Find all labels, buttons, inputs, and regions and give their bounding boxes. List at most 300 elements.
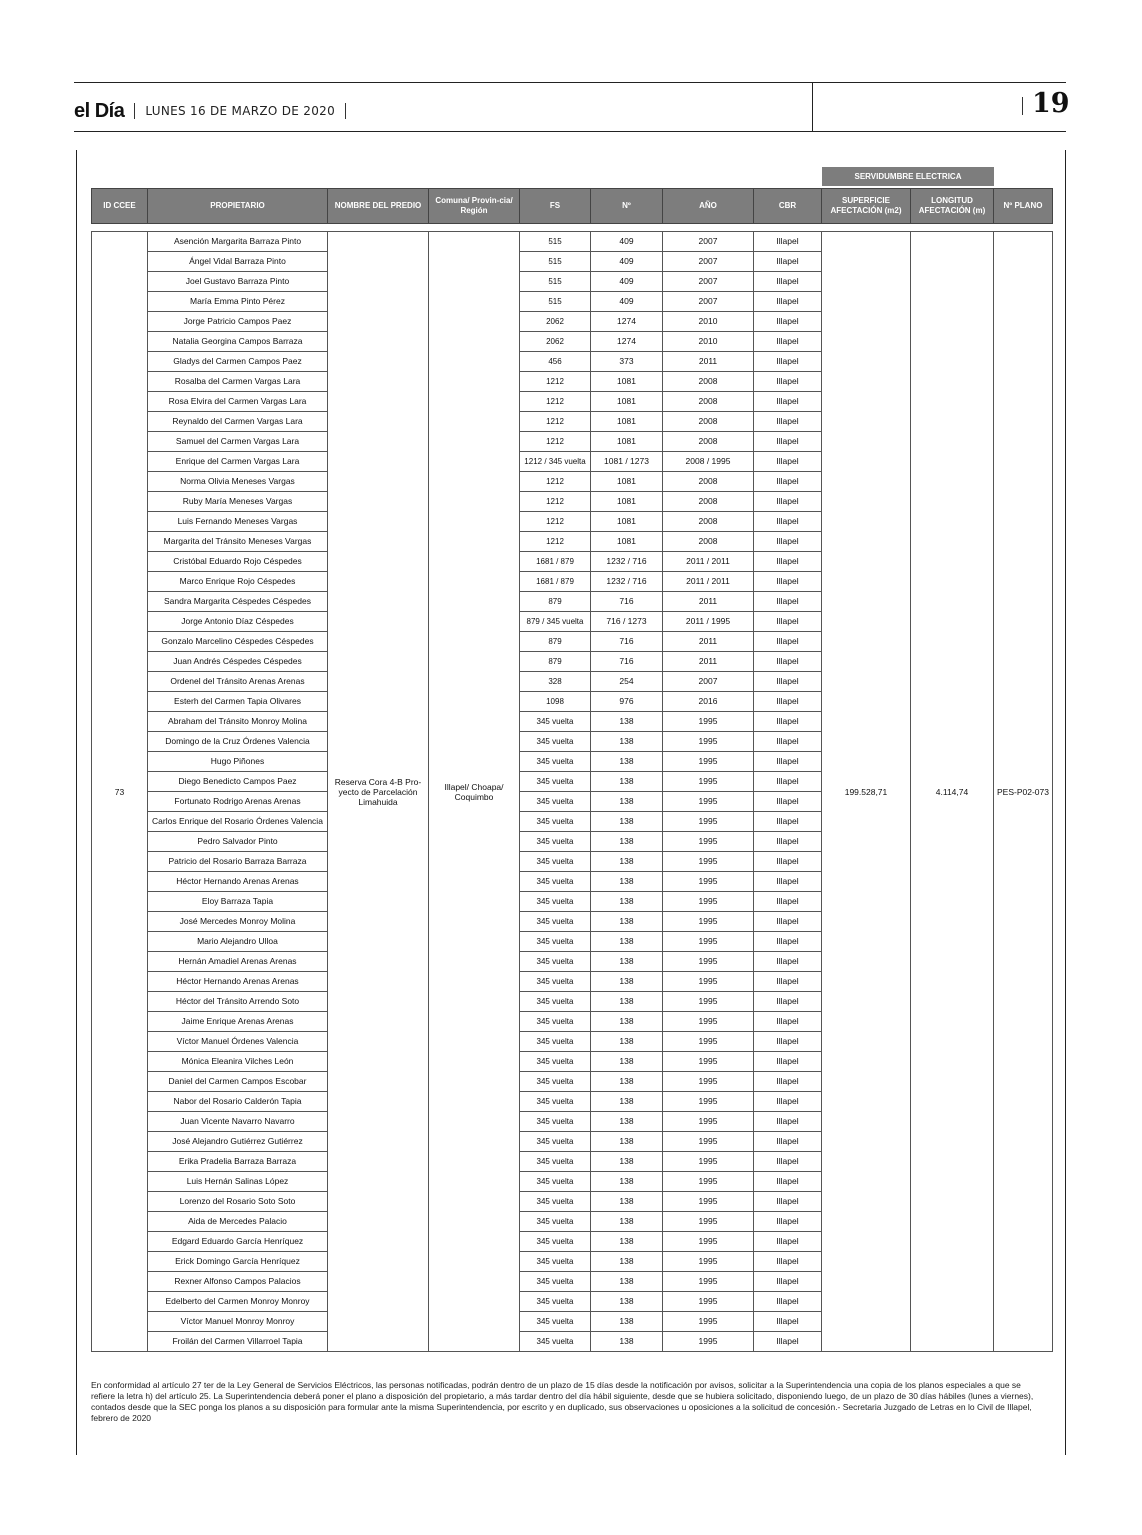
header-divider: [812, 82, 813, 131]
anio-cell: 1995: [663, 792, 754, 812]
propietario-cell: Gladys del Carmen Campos Paez: [148, 352, 328, 372]
fs-cell: 345 vuelta: [520, 1172, 591, 1192]
propietario-cell: Rosa Elvira del Carmen Vargas Lara: [148, 392, 328, 412]
anio-cell: 2007: [663, 232, 754, 252]
comuna-cell: Illapel/ Choapa/ Coquimbo: [429, 232, 520, 1352]
column-header: PROPIETARIO: [148, 189, 328, 224]
anio-cell: 2007: [663, 672, 754, 692]
cbr-cell: Illapel: [754, 452, 822, 472]
fs-cell: 345 vuelta: [520, 812, 591, 832]
fs-cell: 1212: [520, 472, 591, 492]
numero-cell: 138: [591, 832, 663, 852]
propietario-cell: Héctor Hernando Arenas Arenas: [148, 972, 328, 992]
table-row: [92, 232, 1053, 252]
propietario-cell: Erick Domingo García Henríquez: [148, 1252, 328, 1272]
superficie-cell: 199.528,71: [822, 232, 911, 1352]
propietario-cell: José Alejandro Gutiérrez Gutiérrez: [148, 1132, 328, 1152]
anio-cell: 1995: [663, 832, 754, 852]
fs-cell: 345 vuelta: [520, 1092, 591, 1112]
issue-date: LUNES 16 DE MARZO DE 2020: [145, 104, 335, 118]
propietario-cell: Luis Fernando Meneses Vargas: [148, 512, 328, 532]
numero-cell: 138: [591, 892, 663, 912]
numero-cell: 138: [591, 1312, 663, 1332]
cbr-cell: Illapel: [754, 832, 822, 852]
propietario-cell: Víctor Manuel Órdenes Valencia: [148, 1032, 328, 1052]
cbr-cell: Illapel: [754, 672, 822, 692]
owners-table: [91, 231, 1053, 1352]
propietario-cell: Daniel del Carmen Campos Escobar: [148, 1072, 328, 1092]
cbr-cell: Illapel: [754, 632, 822, 652]
fs-cell: 515: [520, 232, 591, 252]
numero-cell: 254: [591, 672, 663, 692]
propietario-cell: Nabor del Rosario Calderón Tapia: [148, 1092, 328, 1112]
propietario-cell: Patricio del Rosario Barraza Barraza: [148, 852, 328, 872]
numero-cell: 138: [591, 792, 663, 812]
cbr-cell: Illapel: [754, 472, 822, 492]
propietario-cell: Joel Gustavo Barraza Pinto: [148, 272, 328, 292]
fs-cell: 345 vuelta: [520, 1192, 591, 1212]
propietario-cell: Mario Alejandro Ulloa: [148, 932, 328, 952]
propietario-cell: Asención Margarita Barraza Pinto: [148, 232, 328, 252]
masthead-separator: [345, 103, 346, 119]
propietario-cell: Juan Andrés Céspedes Céspedes: [148, 652, 328, 672]
anio-cell: 1995: [663, 1252, 754, 1272]
fs-cell: 345 vuelta: [520, 712, 591, 732]
propietario-cell: Fortunato Rodrigo Arenas Arenas: [148, 792, 328, 812]
anio-cell: 1995: [663, 1172, 754, 1192]
fs-cell: 879 / 345 vuelta: [520, 612, 591, 632]
numero-cell: 1274: [591, 332, 663, 352]
anio-cell: 1995: [663, 1012, 754, 1032]
numero-cell: 138: [591, 852, 663, 872]
cbr-cell: Illapel: [754, 412, 822, 432]
fs-cell: 345 vuelta: [520, 1212, 591, 1232]
anio-cell: 1995: [663, 772, 754, 792]
fs-cell: 345 vuelta: [520, 1232, 591, 1252]
propietario-cell: Gonzalo Marcelino Céspedes Céspedes: [148, 632, 328, 652]
numero-cell: 716 / 1273: [591, 612, 663, 632]
cbr-cell: Illapel: [754, 1112, 822, 1132]
plano-cell: PES-P02-073: [994, 232, 1053, 1352]
anio-cell: 1995: [663, 1052, 754, 1072]
cbr-cell: Illapel: [754, 912, 822, 932]
fs-cell: 515: [520, 252, 591, 272]
cbr-cell: Illapel: [754, 432, 822, 452]
notice-frame-left: [76, 150, 77, 1455]
anio-cell: 2007: [663, 272, 754, 292]
numero-cell: 138: [591, 1152, 663, 1172]
fs-cell: 345 vuelta: [520, 1252, 591, 1272]
numero-cell: 138: [591, 1172, 663, 1192]
cbr-cell: Illapel: [754, 1232, 822, 1252]
page-number: 19: [1032, 88, 1070, 119]
propietario-cell: Sandra Margarita Céspedes Céspedes: [148, 592, 328, 612]
cbr-cell: Illapel: [754, 792, 822, 812]
numero-cell: 138: [591, 1092, 663, 1112]
cbr-cell: Illapel: [754, 352, 822, 372]
anio-cell: 1995: [663, 1332, 754, 1352]
numero-cell: 138: [591, 992, 663, 1012]
anio-cell: 1995: [663, 872, 754, 892]
anio-cell: 2016: [663, 692, 754, 712]
fs-cell: 345 vuelta: [520, 932, 591, 952]
anio-cell: 2008: [663, 412, 754, 432]
propietario-cell: Rosalba del Carmen Vargas Lara: [148, 372, 328, 392]
propietario-cell: Juan Vicente Navarro Navarro: [148, 1112, 328, 1132]
cbr-cell: Illapel: [754, 252, 822, 272]
cbr-cell: Illapel: [754, 992, 822, 1012]
cbr-cell: Illapel: [754, 532, 822, 552]
cbr-cell: Illapel: [754, 932, 822, 952]
fs-cell: 345 vuelta: [520, 1112, 591, 1132]
fs-cell: 456: [520, 352, 591, 372]
propietario-cell: Aida de Mercedes Palacio: [148, 1212, 328, 1232]
fs-cell: 345 vuelta: [520, 732, 591, 752]
propietario-cell: Hugo Piñones: [148, 752, 328, 772]
numero-cell: 1081: [591, 512, 663, 532]
propietario-cell: Pedro Salvador Pinto: [148, 832, 328, 852]
anio-cell: 1995: [663, 952, 754, 972]
anio-cell: 2008: [663, 512, 754, 532]
fs-cell: 345 vuelta: [520, 972, 591, 992]
cbr-cell: Illapel: [754, 612, 822, 632]
numero-cell: 138: [591, 1232, 663, 1252]
cbr-cell: Illapel: [754, 1072, 822, 1092]
cbr-cell: Illapel: [754, 1292, 822, 1312]
legal-notice-text: En conformidad al artículo 27 ter de la Ley General de Servicios Eléctricos, las personas notificadas, podrán dentro de un plazo de 15 días desde la notificación por avisos, solicitar a la Superintendencia una copia de los planos especiales a que se refiere la letra h) del artículo 25. La Superintendencia deberá poner el plano a disposición del propietario, a más tardar dentro del día hábil siguiente, desde que se hubiera solicitado, disponiendo luego, de un plazo de 30 días hábiles (lunes a viernes), contados desde que la SEC ponga los planos a su disposición para formular ante la misma Superintendencia, por escrito y en duplicado, sus observaciones u oposiciones a la solicitud de concesión.- Secretaria Juzgado de Letras en lo Civil de Illapel, febrero de 2020: [91, 1380, 1034, 1423]
anio-cell: 1995: [663, 1092, 754, 1112]
numero-cell: 409: [591, 232, 663, 252]
propietario-cell: José Mercedes Monroy Molina: [148, 912, 328, 932]
propietario-cell: Norma Olivia Meneses Vargas: [148, 472, 328, 492]
anio-cell: 1995: [663, 1032, 754, 1052]
propietario-cell: Margarita del Tránsito Meneses Vargas: [148, 532, 328, 552]
anio-cell: 2011 / 2011: [663, 552, 754, 572]
numero-cell: 716: [591, 632, 663, 652]
anio-cell: 2011 / 1995: [663, 612, 754, 632]
numero-cell: 1232 / 716: [591, 552, 663, 572]
propietario-cell: Cristóbal Eduardo Rojo Céspedes: [148, 552, 328, 572]
column-header: LONGITUD AFECTACIÓN (m): [911, 189, 994, 224]
anio-cell: 1995: [663, 1192, 754, 1212]
numero-cell: 976: [591, 692, 663, 712]
numero-cell: 1081 / 1273: [591, 452, 663, 472]
cbr-cell: Illapel: [754, 1332, 822, 1352]
propietario-cell: Carlos Enrique del Rosario Órdenes Valencia: [148, 812, 328, 832]
fs-cell: 345 vuelta: [520, 872, 591, 892]
propietario-cell: Ordenel del Tránsito Arenas Arenas: [148, 672, 328, 692]
numero-cell: 138: [591, 1212, 663, 1232]
anio-cell: 2011: [663, 592, 754, 612]
anio-cell: 1995: [663, 972, 754, 992]
anio-cell: 2011 / 2011: [663, 572, 754, 592]
numero-cell: 373: [591, 352, 663, 372]
propietario-cell: Rexner Alfonso Campos Palacios: [148, 1272, 328, 1292]
propietario-cell: Reynaldo del Carmen Vargas Lara: [148, 412, 328, 432]
anio-cell: 2008: [663, 492, 754, 512]
fs-cell: 345 vuelta: [520, 1052, 591, 1072]
numero-cell: 138: [591, 972, 663, 992]
column-header: ID CCEE: [92, 189, 148, 224]
column-header: Comuna/ Provin-cia/ Región: [429, 189, 520, 224]
propietario-cell: Héctor Hernando Arenas Arenas: [148, 872, 328, 892]
propietario-cell: Víctor Manuel Monroy Monroy: [148, 1312, 328, 1332]
propietario-cell: Natalia Georgina Campos Barraza: [148, 332, 328, 352]
anio-cell: 2010: [663, 312, 754, 332]
anio-cell: 1995: [663, 1072, 754, 1092]
longitud-cell: 4.114,74: [911, 232, 994, 1352]
numero-cell: 138: [591, 772, 663, 792]
propietario-cell: Hernán Amadiel Arenas Arenas: [148, 952, 328, 972]
numero-cell: 409: [591, 252, 663, 272]
numero-cell: 1232 / 716: [591, 572, 663, 592]
cbr-cell: Illapel: [754, 492, 822, 512]
numero-cell: 138: [591, 812, 663, 832]
cbr-cell: Illapel: [754, 892, 822, 912]
fs-cell: 345 vuelta: [520, 752, 591, 772]
propietario-cell: Domingo de la Cruz Órdenes Valencia: [148, 732, 328, 752]
fs-cell: 345 vuelta: [520, 1272, 591, 1292]
cbr-cell: Illapel: [754, 712, 822, 732]
anio-cell: 2008: [663, 392, 754, 412]
cbr-cell: Illapel: [754, 812, 822, 832]
fs-cell: 1212: [520, 492, 591, 512]
cbr-cell: Illapel: [754, 1052, 822, 1072]
column-header: SUPERFICIE AFECTACIÓN (m2): [822, 189, 911, 224]
numero-cell: 1081: [591, 492, 663, 512]
column-header: NOMBRE DEL PREDIO: [328, 189, 429, 224]
numero-cell: 716: [591, 652, 663, 672]
propietario-cell: María Emma Pinto Pérez: [148, 292, 328, 312]
numero-cell: 138: [591, 1032, 663, 1052]
propietario-cell: Jorge Patricio Campos Paez: [148, 312, 328, 332]
numero-cell: 138: [591, 1272, 663, 1292]
numero-cell: 138: [591, 1252, 663, 1272]
numero-cell: 1081: [591, 392, 663, 412]
numero-cell: 138: [591, 1292, 663, 1312]
anio-cell: 1995: [663, 1212, 754, 1232]
fs-cell: 1212: [520, 432, 591, 452]
propietario-cell: Eloy Barraza Tapia: [148, 892, 328, 912]
anio-cell: 1995: [663, 752, 754, 772]
cbr-cell: Illapel: [754, 732, 822, 752]
cbr-cell: Illapel: [754, 1272, 822, 1292]
numero-cell: 138: [591, 1192, 663, 1212]
anio-cell: 1995: [663, 812, 754, 832]
anio-cell: 1995: [663, 1292, 754, 1312]
masthead-separator: [134, 103, 135, 119]
numero-cell: 1081: [591, 372, 663, 392]
propietario-cell: Enrique del Carmen Vargas Lara: [148, 452, 328, 472]
anio-cell: 2011: [663, 652, 754, 672]
numero-cell: 138: [591, 912, 663, 932]
column-header: CBR: [754, 189, 822, 224]
column-header: Nº: [591, 189, 663, 224]
cbr-cell: Illapel: [754, 1092, 822, 1112]
propietario-cell: Mónica Eleanira Vilches León: [148, 1052, 328, 1072]
anio-cell: 1995: [663, 932, 754, 952]
column-header: AÑO: [663, 189, 754, 224]
anio-cell: 2008: [663, 532, 754, 552]
fs-cell: 1212 / 345 vuelta: [520, 452, 591, 472]
cbr-cell: Illapel: [754, 1132, 822, 1152]
numero-cell: 1274: [591, 312, 663, 332]
numero-cell: 138: [591, 1112, 663, 1132]
cbr-cell: Illapel: [754, 232, 822, 252]
anio-cell: 2007: [663, 292, 754, 312]
cbr-cell: Illapel: [754, 1172, 822, 1192]
propietario-cell: Ruby María Meneses Vargas: [148, 492, 328, 512]
anio-cell: 2008: [663, 432, 754, 452]
cbr-cell: Illapel: [754, 592, 822, 612]
cbr-cell: Illapel: [754, 952, 822, 972]
numero-cell: 138: [591, 732, 663, 752]
fs-cell: 345 vuelta: [520, 1152, 591, 1172]
id-ccee-cell: 73: [92, 232, 148, 1352]
column-header: Nº PLANO: [994, 189, 1053, 224]
fs-cell: 879: [520, 632, 591, 652]
numero-cell: 409: [591, 272, 663, 292]
servidumbre-group-header: SERVIDUMBRE ELECTRICA: [822, 167, 994, 186]
cbr-cell: Illapel: [754, 1252, 822, 1272]
numero-cell: 1081: [591, 532, 663, 552]
cbr-cell: Illapel: [754, 692, 822, 712]
cbr-cell: Illapel: [754, 1192, 822, 1212]
cbr-cell: Illapel: [754, 292, 822, 312]
fs-cell: 515: [520, 272, 591, 292]
cbr-cell: Illapel: [754, 312, 822, 332]
numero-cell: 1081: [591, 412, 663, 432]
fs-cell: 345 vuelta: [520, 852, 591, 872]
fs-cell: 345 vuelta: [520, 1332, 591, 1352]
numero-cell: 1081: [591, 472, 663, 492]
numero-cell: 138: [591, 752, 663, 772]
anio-cell: 2007: [663, 252, 754, 272]
fs-cell: 345 vuelta: [520, 1312, 591, 1332]
fs-cell: 879: [520, 592, 591, 612]
numero-cell: 138: [591, 932, 663, 952]
fs-cell: 1098: [520, 692, 591, 712]
cbr-cell: Illapel: [754, 512, 822, 532]
cbr-cell: Illapel: [754, 392, 822, 412]
predio-cell: Reserva Cora 4-B Pro-yecto de Parcelación Limahuida: [328, 232, 429, 1352]
propietario-cell: Ángel Vidal Barraza Pinto: [148, 252, 328, 272]
numero-cell: 138: [591, 1072, 663, 1092]
owners-table-body: [92, 232, 1053, 1352]
cbr-cell: Illapel: [754, 1312, 822, 1332]
fs-cell: 345 vuelta: [520, 1012, 591, 1032]
propietario-cell: Erika Pradelia Barraza Barraza: [148, 1152, 328, 1172]
fs-cell: 1681 / 879: [520, 552, 591, 572]
fs-cell: 1681 / 879: [520, 572, 591, 592]
fs-cell: 345 vuelta: [520, 792, 591, 812]
anio-cell: 1995: [663, 852, 754, 872]
header-row: [92, 189, 1053, 224]
fs-cell: 1212: [520, 412, 591, 432]
fs-cell: 879: [520, 652, 591, 672]
anio-cell: 2011: [663, 352, 754, 372]
numero-cell: 138: [591, 1332, 663, 1352]
fs-cell: 345 vuelta: [520, 1072, 591, 1092]
fs-cell: 345 vuelta: [520, 1132, 591, 1152]
propietario-cell: Lorenzo del Rosario Soto Soto: [148, 1192, 328, 1212]
anio-cell: 2008: [663, 472, 754, 492]
numero-cell: 138: [591, 1012, 663, 1032]
anio-cell: 1995: [663, 1232, 754, 1252]
anio-cell: 1995: [663, 892, 754, 912]
cbr-cell: Illapel: [754, 272, 822, 292]
propietario-cell: Jaime Enrique Arenas Arenas: [148, 1012, 328, 1032]
fs-cell: 328: [520, 672, 591, 692]
fs-cell: 345 vuelta: [520, 772, 591, 792]
cbr-cell: Illapel: [754, 552, 822, 572]
numero-cell: 138: [591, 1132, 663, 1152]
fs-cell: 2062: [520, 332, 591, 352]
propietario-cell: Froilán del Carmen Villarroel Tapia: [148, 1332, 328, 1352]
fs-cell: 345 vuelta: [520, 912, 591, 932]
anio-cell: 2008 / 1995: [663, 452, 754, 472]
anio-cell: 1995: [663, 1112, 754, 1132]
page-number-bar: [1022, 97, 1023, 115]
fs-cell: 1212: [520, 532, 591, 552]
fs-cell: 1212: [520, 512, 591, 532]
fs-cell: 1212: [520, 392, 591, 412]
numero-cell: 138: [591, 712, 663, 732]
column-header: FS: [520, 189, 591, 224]
cbr-cell: Illapel: [754, 372, 822, 392]
notice-frame-right: [1065, 150, 1066, 1455]
fs-cell: 345 vuelta: [520, 952, 591, 972]
cbr-cell: Illapel: [754, 852, 822, 872]
anio-cell: 1995: [663, 1132, 754, 1152]
header-top-rule: [74, 82, 1066, 83]
propietario-cell: Esterh del Carmen Tapia Olivares: [148, 692, 328, 712]
fs-cell: 2062: [520, 312, 591, 332]
cbr-cell: Illapel: [754, 972, 822, 992]
anio-cell: 1995: [663, 1272, 754, 1292]
fs-cell: 515: [520, 292, 591, 312]
fs-cell: 1212: [520, 372, 591, 392]
fs-cell: 345 vuelta: [520, 832, 591, 852]
propietario-cell: Abraham del Tránsito Monroy Molina: [148, 712, 328, 732]
propietario-cell: Héctor del Tránsito Arrendo Soto: [148, 992, 328, 1012]
header-bottom-rule: [74, 131, 1066, 132]
fs-cell: 345 vuelta: [520, 1292, 591, 1312]
numero-cell: 138: [591, 872, 663, 892]
newspaper-logo: el Día: [74, 99, 125, 122]
anio-cell: 1995: [663, 732, 754, 752]
cbr-cell: Illapel: [754, 1152, 822, 1172]
propietario-cell: Edelberto del Carmen Monroy Monroy: [148, 1292, 328, 1312]
masthead: [74, 98, 356, 124]
anio-cell: 1995: [663, 1152, 754, 1172]
cbr-cell: Illapel: [754, 1012, 822, 1032]
anio-cell: 2010: [663, 332, 754, 352]
numero-cell: 1081: [591, 432, 663, 452]
anio-cell: 1995: [663, 712, 754, 732]
table-header: [91, 188, 1053, 224]
propietario-cell: Samuel del Carmen Vargas Lara: [148, 432, 328, 452]
fs-cell: 345 vuelta: [520, 992, 591, 1012]
numero-cell: 138: [591, 952, 663, 972]
cbr-cell: Illapel: [754, 872, 822, 892]
anio-cell: 1995: [663, 912, 754, 932]
cbr-cell: Illapel: [754, 1212, 822, 1232]
anio-cell: 1995: [663, 992, 754, 1012]
anio-cell: 1995: [663, 1312, 754, 1332]
cbr-cell: Illapel: [754, 752, 822, 772]
anio-cell: 2008: [663, 372, 754, 392]
